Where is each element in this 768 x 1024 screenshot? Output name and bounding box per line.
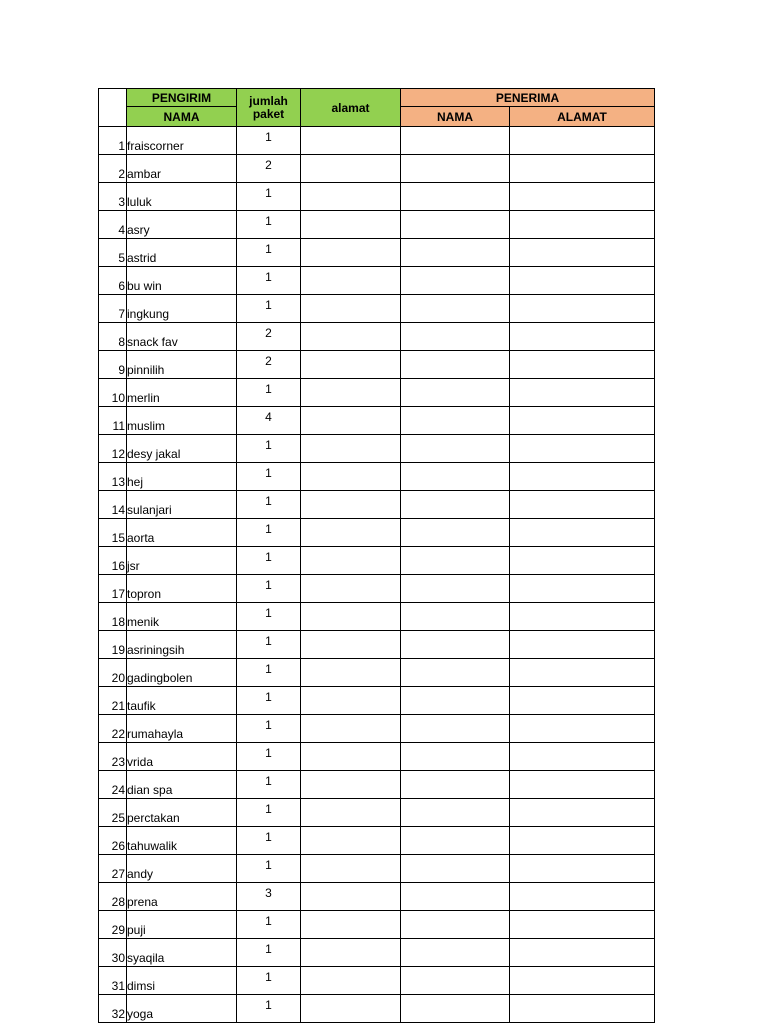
recipient-name-cell[interactable]	[401, 827, 510, 855]
address-cell[interactable]	[301, 267, 401, 295]
address-cell[interactable]	[301, 575, 401, 603]
recipient-address-cell[interactable]	[510, 127, 655, 155]
recipient-name-cell[interactable]	[401, 239, 510, 267]
package-count-cell[interactable]: 1	[237, 603, 301, 631]
recipient-name-cell[interactable]	[401, 435, 510, 463]
sender-name-cell[interactable]: merlin	[127, 379, 237, 407]
sender-name-cell[interactable]: dimsi	[127, 967, 237, 995]
recipient-address-cell[interactable]	[510, 911, 655, 939]
address-cell[interactable]	[301, 491, 401, 519]
recipient-address-cell[interactable]	[510, 575, 655, 603]
sender-name-cell[interactable]: asry	[127, 211, 237, 239]
row-number-cell[interactable]: 13	[99, 463, 127, 491]
address-cell[interactable]	[301, 323, 401, 351]
table-row	[99, 883, 655, 911]
package-count-cell[interactable]: 1	[237, 715, 301, 743]
package-count-cell[interactable]: 1	[237, 659, 301, 687]
package-count-cell[interactable]: 1	[237, 491, 301, 519]
sender-name-cell[interactable]: bu win	[127, 267, 237, 295]
table-row	[99, 407, 655, 435]
table-row	[99, 995, 655, 1023]
recipient-address-cell[interactable]	[510, 995, 655, 1023]
recipient-address-cell[interactable]	[510, 463, 655, 491]
table-row	[99, 743, 655, 771]
recipient-address-cell[interactable]	[510, 435, 655, 463]
header-alamat: alamat	[301, 89, 401, 127]
package-count-cell[interactable]: 4	[237, 407, 301, 435]
table-row	[99, 239, 655, 267]
package-count-cell[interactable]: 1	[237, 967, 301, 995]
sender-name-cell[interactable]: asriningsih	[127, 631, 237, 659]
package-count-cell[interactable]: 1	[237, 687, 301, 715]
recipient-address-cell[interactable]	[510, 351, 655, 379]
header-penerima: PENERIMA	[401, 89, 655, 107]
recipient-address-cell[interactable]	[510, 603, 655, 631]
header-no-cell	[99, 89, 127, 127]
package-count-cell[interactable]: 3	[237, 883, 301, 911]
table-row	[99, 827, 655, 855]
table-row	[99, 519, 655, 547]
row-number-cell[interactable]: 22	[99, 715, 127, 743]
table-row	[99, 491, 655, 519]
sender-name-cell[interactable]: fraiscorner	[127, 127, 237, 155]
row-number-cell[interactable]: 15	[99, 519, 127, 547]
row-number-cell[interactable]: 10	[99, 379, 127, 407]
recipient-address-cell[interactable]	[510, 659, 655, 687]
package-count-cell[interactable]: 1	[237, 519, 301, 547]
address-cell[interactable]	[301, 211, 401, 239]
table-row	[99, 295, 655, 323]
row-number-cell[interactable]: 28	[99, 883, 127, 911]
recipient-address-cell[interactable]	[510, 547, 655, 575]
address-cell[interactable]	[301, 603, 401, 631]
table-row	[99, 463, 655, 491]
table-row	[99, 351, 655, 379]
sender-name-cell[interactable]: sulanjari	[127, 491, 237, 519]
table-body	[99, 127, 655, 1023]
package-count-cell[interactable]: 1	[237, 771, 301, 799]
row-number-cell[interactable]: 3	[99, 183, 127, 211]
row-number-cell[interactable]: 19	[99, 631, 127, 659]
sender-name-cell[interactable]: aorta	[127, 519, 237, 547]
recipient-name-cell[interactable]	[401, 659, 510, 687]
package-count-cell[interactable]: 1	[237, 267, 301, 295]
sender-name-cell[interactable]: topron	[127, 575, 237, 603]
address-cell[interactable]	[301, 127, 401, 155]
package-count-cell[interactable]: 1	[237, 379, 301, 407]
recipient-address-cell[interactable]	[510, 267, 655, 295]
recipient-address-cell[interactable]	[510, 211, 655, 239]
address-cell[interactable]	[301, 939, 401, 967]
table-row	[99, 183, 655, 211]
sender-name-cell[interactable]: hej	[127, 463, 237, 491]
row-number-cell[interactable]: 32	[99, 995, 127, 1023]
row-number-cell[interactable]: 2	[99, 155, 127, 183]
table-row	[99, 687, 655, 715]
recipient-address-cell[interactable]	[510, 519, 655, 547]
recipient-address-cell[interactable]	[510, 295, 655, 323]
sender-name-cell[interactable]: andy	[127, 855, 237, 883]
row-number-cell[interactable]: 24	[99, 771, 127, 799]
table-row	[99, 267, 655, 295]
sender-name-cell[interactable]: astrid	[127, 239, 237, 267]
recipient-name-cell[interactable]	[401, 575, 510, 603]
recipient-name-cell[interactable]	[401, 603, 510, 631]
header-pengirim: PENGIRIM	[127, 89, 237, 107]
recipient-name-cell[interactable]	[401, 267, 510, 295]
address-cell[interactable]	[301, 435, 401, 463]
recipient-address-cell[interactable]	[510, 771, 655, 799]
package-count-cell[interactable]: 1	[237, 743, 301, 771]
package-count-cell[interactable]: 1	[237, 211, 301, 239]
recipient-address-cell[interactable]	[510, 239, 655, 267]
recipient-name-cell[interactable]	[401, 715, 510, 743]
row-number-cell[interactable]: 23	[99, 743, 127, 771]
recipient-address-cell[interactable]	[510, 379, 655, 407]
address-cell[interactable]	[301, 547, 401, 575]
recipient-address-cell[interactable]	[510, 491, 655, 519]
sender-name-cell[interactable]: perctakan	[127, 799, 237, 827]
recipient-name-cell[interactable]	[401, 351, 510, 379]
package-count-cell[interactable]: 1	[237, 435, 301, 463]
sender-name-cell[interactable]: taufik	[127, 687, 237, 715]
table-row	[99, 547, 655, 575]
recipient-address-cell[interactable]	[510, 855, 655, 883]
sender-name-cell[interactable]: puji	[127, 911, 237, 939]
row-number-cell[interactable]: 18	[99, 603, 127, 631]
recipient-name-cell[interactable]	[401, 211, 510, 239]
recipient-address-cell[interactable]	[510, 631, 655, 659]
address-cell[interactable]	[301, 239, 401, 267]
row-number-cell[interactable]: 8	[99, 323, 127, 351]
address-cell[interactable]	[301, 883, 401, 911]
recipient-address-cell[interactable]	[510, 827, 655, 855]
table-row	[99, 799, 655, 827]
package-count-cell[interactable]: 1	[237, 939, 301, 967]
sender-name-cell[interactable]: snack fav	[127, 323, 237, 351]
address-cell[interactable]	[301, 295, 401, 323]
row-number-cell[interactable]: 5	[99, 239, 127, 267]
table-row	[99, 575, 655, 603]
row-number-cell[interactable]: 21	[99, 687, 127, 715]
recipient-name-cell[interactable]	[401, 155, 510, 183]
address-cell[interactable]	[301, 687, 401, 715]
table-row	[99, 155, 655, 183]
recipient-name-cell[interactable]	[401, 771, 510, 799]
package-count-cell[interactable]: 1	[237, 575, 301, 603]
table-row	[99, 855, 655, 883]
table-row	[99, 435, 655, 463]
recipient-name-cell[interactable]	[401, 967, 510, 995]
package-count-cell[interactable]: 1	[237, 799, 301, 827]
row-number-cell[interactable]: 29	[99, 911, 127, 939]
recipient-name-cell[interactable]	[401, 547, 510, 575]
row-number-cell[interactable]: 14	[99, 491, 127, 519]
table-row	[99, 603, 655, 631]
row-number-cell[interactable]: 30	[99, 939, 127, 967]
package-count-cell[interactable]: 2	[237, 323, 301, 351]
address-cell[interactable]	[301, 715, 401, 743]
header-pengirim-nama: NAMA	[127, 107, 237, 127]
recipient-name-cell[interactable]	[401, 911, 510, 939]
table-row	[99, 771, 655, 799]
package-count-cell[interactable]: 1	[237, 911, 301, 939]
address-cell[interactable]	[301, 519, 401, 547]
recipient-name-cell[interactable]	[401, 687, 510, 715]
row-number-cell[interactable]: 16	[99, 547, 127, 575]
recipient-name-cell[interactable]	[401, 463, 510, 491]
recipient-name-cell[interactable]	[401, 323, 510, 351]
sender-name-cell[interactable]: menik	[127, 603, 237, 631]
recipient-name-cell[interactable]	[401, 295, 510, 323]
recipient-name-cell[interactable]	[401, 799, 510, 827]
row-number-cell[interactable]: 9	[99, 351, 127, 379]
address-cell[interactable]	[301, 659, 401, 687]
table-row	[99, 379, 655, 407]
sender-name-cell[interactable]: gadingbolen	[127, 659, 237, 687]
package-count-cell[interactable]: 1	[237, 239, 301, 267]
table-row	[99, 967, 655, 995]
address-cell[interactable]	[301, 183, 401, 211]
address-cell[interactable]	[301, 155, 401, 183]
row-number-cell[interactable]: 26	[99, 827, 127, 855]
header-penerima-alamat: ALAMAT	[510, 107, 655, 127]
recipient-address-cell[interactable]	[510, 939, 655, 967]
row-number-cell[interactable]: 7	[99, 295, 127, 323]
address-cell[interactable]	[301, 967, 401, 995]
sender-name-cell[interactable]: syaqila	[127, 939, 237, 967]
row-number-cell[interactable]: 4	[99, 211, 127, 239]
package-count-cell[interactable]: 2	[237, 155, 301, 183]
recipient-name-cell[interactable]	[401, 127, 510, 155]
sender-name-cell[interactable]: dian spa	[127, 771, 237, 799]
address-cell[interactable]	[301, 351, 401, 379]
row-number-cell[interactable]: 6	[99, 267, 127, 295]
row-number-cell[interactable]: 17	[99, 575, 127, 603]
recipient-name-cell[interactable]	[401, 379, 510, 407]
recipient-name-cell[interactable]	[401, 631, 510, 659]
sender-name-cell[interactable]: jsr	[127, 547, 237, 575]
recipient-name-cell[interactable]	[401, 491, 510, 519]
sender-name-cell[interactable]: desy jakal	[127, 435, 237, 463]
package-count-cell[interactable]: 1	[237, 631, 301, 659]
sender-name-cell[interactable]: ambar	[127, 155, 237, 183]
header-penerima-nama: NAMA	[401, 107, 510, 127]
sender-name-cell[interactable]: prena	[127, 883, 237, 911]
row-number-cell[interactable]: 31	[99, 967, 127, 995]
package-count-cell[interactable]: 1	[237, 827, 301, 855]
recipient-address-cell[interactable]	[510, 799, 655, 827]
recipient-name-cell[interactable]	[401, 883, 510, 911]
recipient-address-cell[interactable]	[510, 155, 655, 183]
package-count-cell[interactable]: 1	[237, 127, 301, 155]
table-row	[99, 659, 655, 687]
recipient-name-cell[interactable]	[401, 855, 510, 883]
recipient-address-cell[interactable]	[510, 715, 655, 743]
shipment-table	[98, 88, 655, 1023]
package-count-cell[interactable]: 1	[237, 855, 301, 883]
sender-name-cell[interactable]: tahuwalik	[127, 827, 237, 855]
row-number-cell[interactable]: 20	[99, 659, 127, 687]
package-count-cell[interactable]: 1	[237, 547, 301, 575]
table-row	[99, 631, 655, 659]
header-jumlah-line2: paket	[252, 106, 285, 121]
header-jumlah-paket	[237, 89, 301, 127]
address-cell[interactable]	[301, 771, 401, 799]
address-cell[interactable]	[301, 995, 401, 1023]
recipient-name-cell[interactable]	[401, 183, 510, 211]
row-number-cell[interactable]: 11	[99, 407, 127, 435]
table-row	[99, 911, 655, 939]
sender-name-cell[interactable]: vrida	[127, 743, 237, 771]
recipient-name-cell[interactable]	[401, 519, 510, 547]
header-row-1	[99, 89, 655, 107]
sender-name-cell[interactable]: rumahayla	[127, 715, 237, 743]
address-cell[interactable]	[301, 911, 401, 939]
recipient-address-cell[interactable]	[510, 883, 655, 911]
address-cell[interactable]	[301, 743, 401, 771]
recipient-address-cell[interactable]	[510, 407, 655, 435]
table-row	[99, 127, 655, 155]
recipient-address-cell[interactable]	[510, 743, 655, 771]
table-row	[99, 715, 655, 743]
recipient-address-cell[interactable]	[510, 687, 655, 715]
package-count-cell[interactable]: 2	[237, 351, 301, 379]
sender-name-cell[interactable]: ingkung	[127, 295, 237, 323]
recipient-name-cell[interactable]	[401, 407, 510, 435]
sender-name-cell[interactable]: luluk	[127, 183, 237, 211]
row-number-cell[interactable]: 1	[99, 127, 127, 155]
package-count-cell[interactable]: 1	[237, 183, 301, 211]
recipient-name-cell[interactable]	[401, 939, 510, 967]
recipient-name-cell[interactable]	[401, 995, 510, 1023]
address-cell[interactable]	[301, 407, 401, 435]
address-cell[interactable]	[301, 631, 401, 659]
address-cell[interactable]	[301, 379, 401, 407]
row-number-cell[interactable]: 25	[99, 799, 127, 827]
package-count-cell[interactable]: 1	[237, 295, 301, 323]
address-cell[interactable]	[301, 827, 401, 855]
address-cell[interactable]	[301, 463, 401, 491]
sender-name-cell[interactable]: muslim	[127, 407, 237, 435]
recipient-address-cell[interactable]	[510, 323, 655, 351]
sender-name-cell[interactable]: pinnilih	[127, 351, 237, 379]
address-cell[interactable]	[301, 855, 401, 883]
table-row	[99, 211, 655, 239]
sender-name-cell[interactable]: yoga	[127, 995, 237, 1023]
recipient-address-cell[interactable]	[510, 183, 655, 211]
recipient-address-cell[interactable]	[510, 967, 655, 995]
row-number-cell[interactable]: 27	[99, 855, 127, 883]
package-count-cell[interactable]: 1	[237, 463, 301, 491]
address-cell[interactable]	[301, 799, 401, 827]
row-number-cell[interactable]: 12	[99, 435, 127, 463]
recipient-name-cell[interactable]	[401, 743, 510, 771]
table-row	[99, 323, 655, 351]
table-row	[99, 939, 655, 967]
package-count-cell[interactable]: 1	[237, 995, 301, 1023]
header-jumlah-line1: jumlah	[249, 93, 288, 108]
